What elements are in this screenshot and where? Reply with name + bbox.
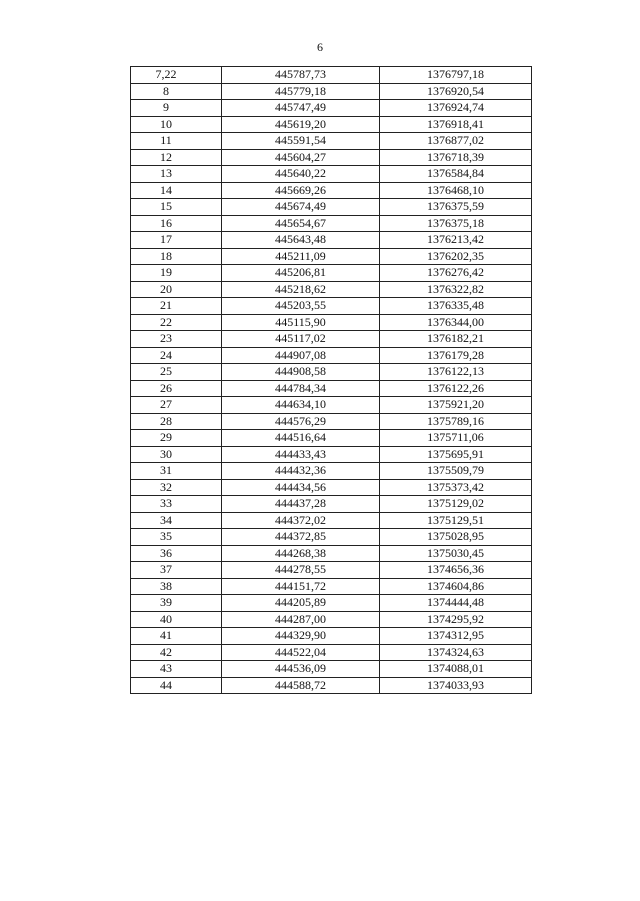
table-row [131, 182, 532, 199]
table-row [131, 199, 532, 216]
table-row [131, 512, 532, 529]
x-coordinate-cell: 444433,43 [222, 446, 380, 463]
point-number-cell: 26 [131, 380, 222, 397]
table-row [131, 67, 532, 84]
y-coordinate-cell: 1376877,02 [380, 133, 532, 150]
table-row [131, 116, 532, 133]
y-coordinate-cell: 1376182,21 [380, 331, 532, 348]
x-coordinate-cell: 444432,36 [222, 463, 380, 480]
point-number-cell: 22 [131, 314, 222, 331]
y-coordinate-cell: 1376918,41 [380, 116, 532, 133]
table-row [131, 611, 532, 628]
y-coordinate-cell: 1375028,95 [380, 529, 532, 546]
x-coordinate-cell: 445218,62 [222, 281, 380, 298]
x-coordinate-cell: 445206,81 [222, 265, 380, 282]
x-coordinate-cell: 444205,89 [222, 595, 380, 612]
x-coordinate-cell: 444268,38 [222, 545, 380, 562]
y-coordinate-cell: 1376122,13 [380, 364, 532, 381]
table-row [131, 149, 532, 166]
y-coordinate-cell: 1375695,91 [380, 446, 532, 463]
y-coordinate-cell: 1375789,16 [380, 413, 532, 430]
point-number-cell: 40 [131, 611, 222, 628]
table-row [131, 644, 532, 661]
y-coordinate-cell: 1374324,63 [380, 644, 532, 661]
point-number-cell: 44 [131, 677, 222, 694]
point-number-cell: 19 [131, 265, 222, 282]
x-coordinate-cell: 444516,64 [222, 430, 380, 447]
x-coordinate-cell: 445591,54 [222, 133, 380, 150]
y-coordinate-cell: 1375711,06 [380, 430, 532, 447]
y-coordinate-cell: 1374088,01 [380, 661, 532, 678]
point-number-cell: 36 [131, 545, 222, 562]
y-coordinate-cell: 1376718,39 [380, 149, 532, 166]
y-coordinate-cell: 1374656,36 [380, 562, 532, 579]
point-number-cell: 23 [131, 331, 222, 348]
table-row [131, 364, 532, 381]
y-coordinate-cell: 1375030,45 [380, 545, 532, 562]
y-coordinate-cell: 1376920,54 [380, 83, 532, 100]
y-coordinate-cell: 1376202,35 [380, 248, 532, 265]
x-coordinate-cell: 444278,55 [222, 562, 380, 579]
x-coordinate-cell: 444588,72 [222, 677, 380, 694]
table-row [131, 347, 532, 364]
x-coordinate-cell: 445604,27 [222, 149, 380, 166]
point-number-cell: 27 [131, 397, 222, 414]
point-number-cell: 34 [131, 512, 222, 529]
y-coordinate-cell: 1374033,93 [380, 677, 532, 694]
y-coordinate-cell: 1376584,84 [380, 166, 532, 183]
point-number-cell: 24 [131, 347, 222, 364]
x-coordinate-cell: 445643,48 [222, 232, 380, 249]
table-row [131, 628, 532, 645]
point-number-cell: 7,22 [131, 67, 222, 84]
table-row [131, 232, 532, 249]
table-row [131, 215, 532, 232]
point-number-cell: 32 [131, 479, 222, 496]
y-coordinate-cell: 1376276,42 [380, 265, 532, 282]
x-coordinate-cell: 445674,49 [222, 199, 380, 216]
y-coordinate-cell: 1376924,74 [380, 100, 532, 117]
x-coordinate-cell: 444522,04 [222, 644, 380, 661]
y-coordinate-cell: 1375373,42 [380, 479, 532, 496]
table-row [131, 380, 532, 397]
x-coordinate-cell: 445640,22 [222, 166, 380, 183]
coordinates-table [130, 66, 532, 694]
point-number-cell: 16 [131, 215, 222, 232]
x-coordinate-cell: 444372,85 [222, 529, 380, 546]
point-number-cell: 28 [131, 413, 222, 430]
x-coordinate-cell: 445747,49 [222, 100, 380, 117]
point-number-cell: 33 [131, 496, 222, 513]
table-row [131, 298, 532, 315]
point-number-cell: 10 [131, 116, 222, 133]
coordinates-table-body [131, 67, 532, 694]
table-row [131, 397, 532, 414]
point-number-cell: 9 [131, 100, 222, 117]
table-row [131, 595, 532, 612]
point-number-cell: 8 [131, 83, 222, 100]
point-number-cell: 42 [131, 644, 222, 661]
table-row [131, 166, 532, 183]
point-number-cell: 43 [131, 661, 222, 678]
x-coordinate-cell: 444634,10 [222, 397, 380, 414]
x-coordinate-cell: 444908,58 [222, 364, 380, 381]
y-coordinate-cell: 1376797,18 [380, 67, 532, 84]
page-number: 6 [317, 40, 323, 54]
y-coordinate-cell: 1374295,92 [380, 611, 532, 628]
y-coordinate-cell: 1376179,28 [380, 347, 532, 364]
table-row [131, 265, 532, 282]
table-row [131, 529, 532, 546]
x-coordinate-cell: 445211,09 [222, 248, 380, 265]
point-number-cell: 20 [131, 281, 222, 298]
x-coordinate-cell: 444536,09 [222, 661, 380, 678]
y-coordinate-cell: 1376468,10 [380, 182, 532, 199]
x-coordinate-cell: 445619,20 [222, 116, 380, 133]
table-row [131, 413, 532, 430]
y-coordinate-cell: 1375129,51 [380, 512, 532, 529]
table-row [131, 100, 532, 117]
point-number-cell: 31 [131, 463, 222, 480]
y-coordinate-cell: 1376213,42 [380, 232, 532, 249]
table-row [131, 578, 532, 595]
x-coordinate-cell: 445787,73 [222, 67, 380, 84]
y-coordinate-cell: 1374444,48 [380, 595, 532, 612]
point-number-cell: 17 [131, 232, 222, 249]
point-number-cell: 41 [131, 628, 222, 645]
table-row [131, 133, 532, 150]
y-coordinate-cell: 1376322,82 [380, 281, 532, 298]
x-coordinate-cell: 444576,29 [222, 413, 380, 430]
table-row [131, 661, 532, 678]
point-number-cell: 11 [131, 133, 222, 150]
x-coordinate-cell: 444372,02 [222, 512, 380, 529]
point-number-cell: 13 [131, 166, 222, 183]
y-coordinate-cell: 1374312,95 [380, 628, 532, 645]
table-row [131, 496, 532, 513]
table-row [131, 281, 532, 298]
point-number-cell: 30 [131, 446, 222, 463]
point-number-cell: 14 [131, 182, 222, 199]
y-coordinate-cell: 1376122,26 [380, 380, 532, 397]
point-number-cell: 39 [131, 595, 222, 612]
y-coordinate-cell: 1375509,79 [380, 463, 532, 480]
point-number-cell: 15 [131, 199, 222, 216]
x-coordinate-cell: 444907,08 [222, 347, 380, 364]
point-number-cell: 37 [131, 562, 222, 579]
y-coordinate-cell: 1374604,86 [380, 578, 532, 595]
x-coordinate-cell: 444287,00 [222, 611, 380, 628]
point-number-cell: 21 [131, 298, 222, 315]
point-number-cell: 18 [131, 248, 222, 265]
x-coordinate-cell: 445654,67 [222, 215, 380, 232]
x-coordinate-cell: 444434,56 [222, 479, 380, 496]
table-row [131, 479, 532, 496]
y-coordinate-cell: 1375129,02 [380, 496, 532, 513]
table-row [131, 562, 532, 579]
table-row [131, 430, 532, 447]
y-coordinate-cell: 1376375,59 [380, 199, 532, 216]
table-row [131, 248, 532, 265]
x-coordinate-cell: 445779,18 [222, 83, 380, 100]
table-row [131, 677, 532, 694]
x-coordinate-cell: 444329,90 [222, 628, 380, 645]
point-number-cell: 29 [131, 430, 222, 447]
point-number-cell: 12 [131, 149, 222, 166]
table-row [131, 446, 532, 463]
x-coordinate-cell: 445669,26 [222, 182, 380, 199]
y-coordinate-cell: 1376375,18 [380, 215, 532, 232]
table-row [131, 463, 532, 480]
point-number-cell: 38 [131, 578, 222, 595]
y-coordinate-cell: 1376344,00 [380, 314, 532, 331]
x-coordinate-cell: 445115,90 [222, 314, 380, 331]
x-coordinate-cell: 444437,28 [222, 496, 380, 513]
point-number-cell: 35 [131, 529, 222, 546]
x-coordinate-cell: 445203,55 [222, 298, 380, 315]
table-row [131, 545, 532, 562]
x-coordinate-cell: 444784,34 [222, 380, 380, 397]
table-row [131, 314, 532, 331]
point-number-cell: 25 [131, 364, 222, 381]
table-row [131, 331, 532, 348]
x-coordinate-cell: 444151,72 [222, 578, 380, 595]
y-coordinate-cell: 1375921,20 [380, 397, 532, 414]
y-coordinate-cell: 1376335,48 [380, 298, 532, 315]
table-row [131, 83, 532, 100]
x-coordinate-cell: 445117,02 [222, 331, 380, 348]
